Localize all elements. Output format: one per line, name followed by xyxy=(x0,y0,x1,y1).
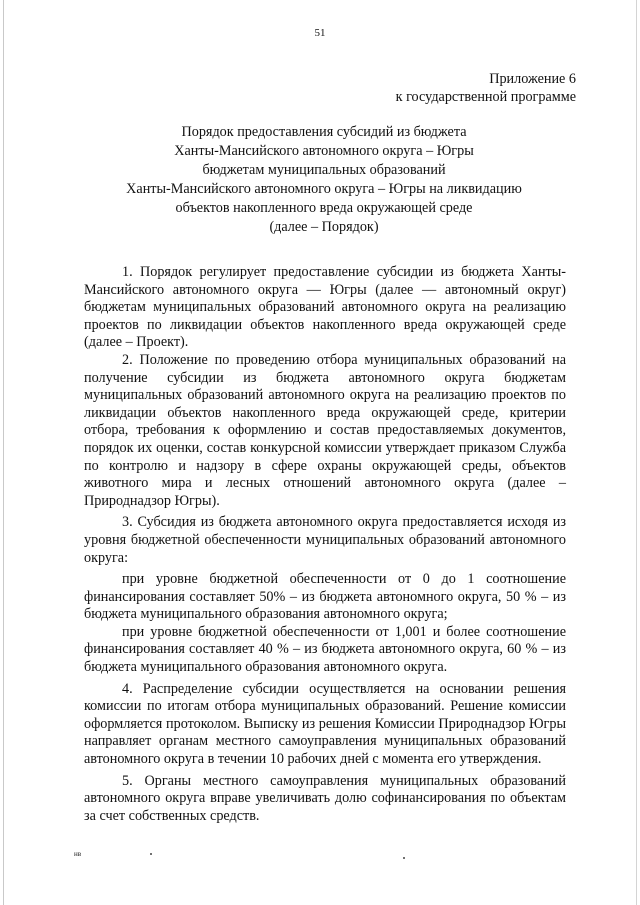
footer-mark: нв xyxy=(74,850,82,858)
scan-speck xyxy=(403,857,405,859)
paragraph-3: 3. Субсидия из бюджета автономного округа предоставляется исходя из уровня бюджетной обеспеченности муниципальных образований автономного округа: xyxy=(84,514,566,566)
paragraph-2: 2. Положение по проведению отбора муниципальных образований на получение субсидии из бюджета автономного округа бюджетам муниципальных образований автономного округа на реализацию проектов по ликвидации объектов накопленного вреда окружающей среде, критерии отбора, требования к оформлению и состав предоставляемых документов, порядок их оценки, состав конкурсной комиссии утверждает приказом Служба по контролю и надзору в сфере охраны окружающей среды, объектов животного мира и лесных отношений автономного округа (далее – Природнадзор Югры). xyxy=(84,351,566,509)
paragraph-1: 1. Порядок регулирует предоставление субсидии из бюджета Ханты-Мансийского автономного округа — Югры (далее — автономный округ) бюджетам муниципальных образований автономного округа на реализацию проектов по ликвидации объектов накопленного вреда окружающей среде (далее – Проект). xyxy=(84,264,566,351)
paragraph-3-item-2: при уровне бюджетной обеспеченности от 1,001 и более соотношение финансирования составляет 40 % – из бюджета автономного округа, 60 % – из бюджета муниципального образования автономного округа. xyxy=(84,623,566,676)
paragraph-4: 4. Распределение субсидии осуществляется на основании решения комиссии по итогам отбора муниципальных образований. Решение комиссии оформляется протоколом. Выписку из решения Комиссии Природнадзор Югры направляет органам местного самоуправления муниципальных образований автономного округа в течении 10 рабочих дней с момента его утверждения. xyxy=(84,680,566,768)
page-number: 51 xyxy=(314,27,326,39)
scan-edge-left xyxy=(3,0,4,905)
appendix-line-1: Приложение 6 xyxy=(489,71,576,87)
title-line: бюджетам муниципальных образований xyxy=(202,162,446,178)
paragraph-3-item-1: при уровне бюджетной обеспеченности от 0 до 1 соотношение финансирования составляет 50% – из бюджета автономного округа, 50 % – из бюджета муниципального образования автономного округа; xyxy=(84,571,566,623)
paragraph-5: 5. Органы местного самоуправления муниципальных образований автономного округа вправе увеличивать долю софинансирования по объектам за счет собственных средств. xyxy=(84,772,566,824)
scan-speck xyxy=(150,853,152,855)
title-line: Ханты-Мансийского автономного округа – Югры на ликвидацию xyxy=(126,181,522,197)
title-line: (далее – Порядок) xyxy=(269,219,379,235)
document-title xyxy=(96,123,552,237)
title-line: Порядок предоставления субсидий из бюджета xyxy=(181,124,467,140)
title-line: объектов накопленного вреда окружающей среде xyxy=(175,200,473,216)
appendix-header xyxy=(396,70,576,106)
title-line: Ханты-Мансийского автономного округа – Югры xyxy=(174,143,474,159)
scan-edge-right xyxy=(636,0,637,905)
appendix-line-2: к государственной программе xyxy=(395,89,576,105)
document-body xyxy=(84,264,566,825)
